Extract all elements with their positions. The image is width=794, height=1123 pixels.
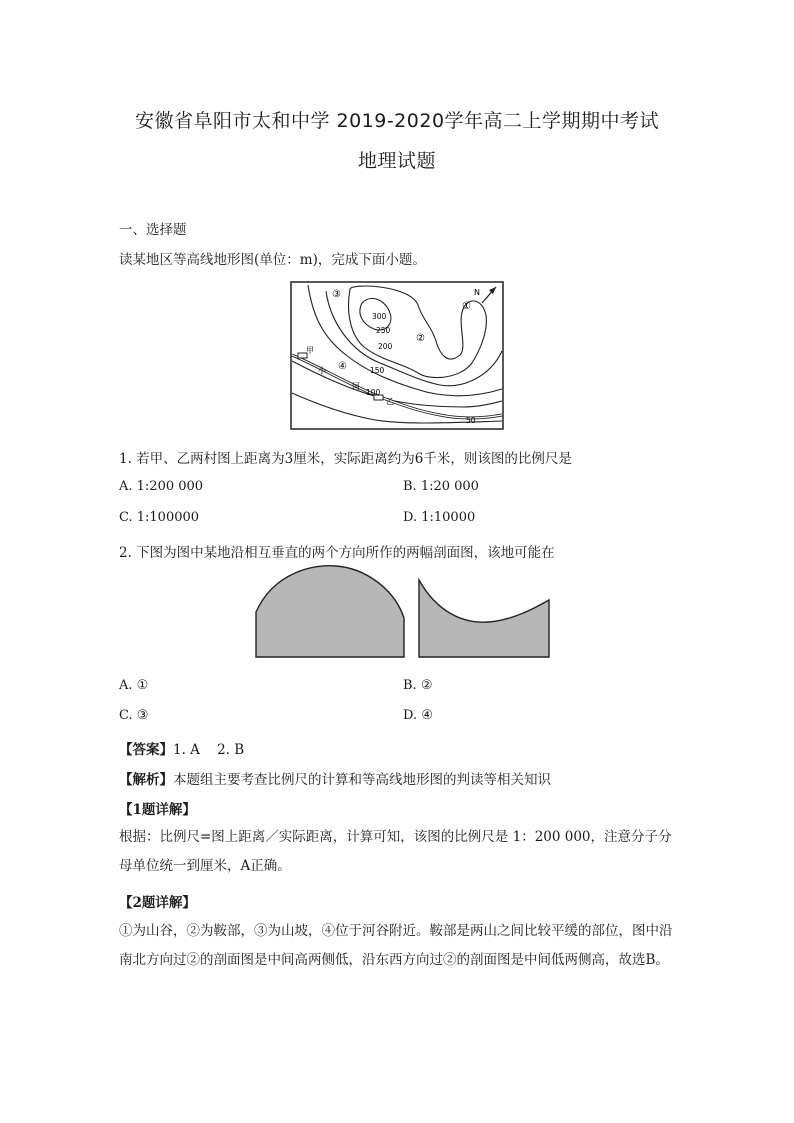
marker-3: ③ [332,289,341,300]
q2-option-c[interactable]: C. ③ [119,708,149,723]
label-he: 河 [352,382,360,391]
analysis-text: 本题组主要考查比例尺的计算和等高线地形图的判读等相关知识 [173,772,551,788]
contour-label-100: 100 [366,388,381,397]
profile-valley [417,578,551,658]
answer-label: 【答案】 [119,742,173,758]
document-title: 安徽省阜阳市太和中学 2019-2020学年高二上学期期中考试 [134,110,660,132]
label-jia: 甲 [306,346,314,355]
profile-dome [254,562,406,658]
analysis-line [119,768,551,788]
detail-1-text: 根据：比例尺=图上距离／实际距离，计算可知，该图的比例尺是 1：200 000，注意分子分母单位统一到厘米，A正确。 [119,829,672,874]
label-xiao: 小 [318,366,326,375]
north-label: N [474,288,480,297]
question-intro: 读某地区等高线地形图(单位：m)，完成下面小题。 [119,252,426,268]
question-2-stem: 2. 下图为图中某地沿相互垂直的两个方向所作的两幅剖面图，该地可能在 [119,545,555,561]
contour-map [290,281,504,430]
contour-label-250: 250 [376,326,391,335]
section-heading: 一、选择题 [119,222,187,238]
label-yi: 乙 [386,397,394,406]
contour-label-50: 50 [466,416,476,425]
detail-2-label: 【2题详解】 [119,895,196,911]
q1-option-d[interactable]: D. 1:10000 [403,510,476,525]
q1-option-c[interactable]: C. 1:100000 [119,510,200,525]
answer-text: 1. A 2. B [173,742,245,758]
analysis-label: 【解析】 [119,772,173,788]
q1-option-b[interactable]: B. 1:20 000 [403,479,479,494]
document-subtitle: 地理试题 [357,150,436,172]
contour-label-200: 200 [378,342,393,351]
question-1-stem: 1. 若甲、乙两村图上距离为3厘米，实际距离约为6千米，则该图的比例尺是 [119,451,572,467]
contour-label-150: 150 [370,366,385,375]
detail-2-text: ①为山谷，②为鞍部，③为山坡，④位于河谷附近。鞍部是两山之间比较平缓的部位，图中沿南北方向过②的剖面图是中间高两侧低，沿东西方向过②的剖面图是中间低两侧高，故选B。 [119,923,673,968]
q2-option-d[interactable]: D. ④ [403,708,433,723]
contour-label-300: 300 [372,312,387,321]
marker-1: ① [462,301,471,312]
detail-1-label: 【1题详解】 [119,802,196,818]
q1-option-a[interactable]: A. 1:200 000 [119,479,204,494]
q2-option-a[interactable]: A. ① [119,678,149,693]
q2-option-b[interactable]: B. ② [403,678,433,693]
marker-4: ④ [338,361,347,372]
marker-2: ② [416,333,425,344]
answer-line [119,738,244,758]
